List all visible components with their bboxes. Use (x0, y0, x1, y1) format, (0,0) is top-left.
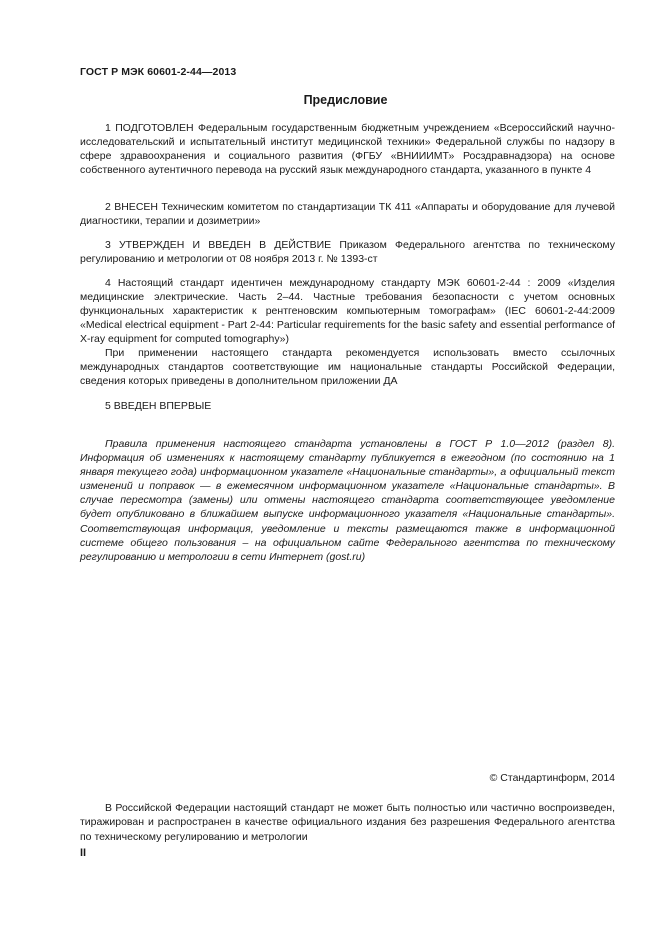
paragraph-reference-standards: При применении настоящего стандарта рекомендуется использовать вместо ссылочных международных стандартов соответствующие им национальные стандарты Российской Федерации, сведения которых приведены в дополнительном приложении ДА (80, 347, 615, 387)
rules-notice: Правила применения настоящего стандарта установлены в ГОСТ Р 1.0—2012 (раздел 8). Информация об изменениях к настоящему стандарту публикуется в ежегодном (по состоянию на 1 января текущего года) информационном указателе «Национальные стандарты», а официальный текст изменений и поправок — в ежемесячном информационном указателе «Национальные стандарты». В случае пересмотра (замены) или отмены настоящего стандарта соответствующее уведомление будет опубликовано в ближайшем выпуске информационного указателя «Национальные стандарты». Соответствующая информация, уведомление и тексты размещаются также в информационной системе общего пользования – на официальном сайте Федерального агентства по техническому регулированию и метрологии в сети Интернет (gost.ru) (80, 438, 615, 563)
page-number: II (80, 847, 87, 859)
paragraph-approved: 3 УТВЕРЖДЕН И ВВЕДЕН В ДЕЙСТВИЕ Приказом Федерального агентства по техническому регулированию и метрологии от 08 ноября 2013 г. № 1393-ст (80, 239, 615, 265)
paragraph-prepared-by: 1 ПОДГОТОВЛЕН Федеральным государственным бюджетным учреждением «Всероссийский научно-исследовательский и испытательный институт медицинской техники» Федеральной службы по надзору в сфере здравоохранения и социального развития (ФГБУ «ВНИИИМТ» Росздравнадзора) на основе собственного аутентичного перевода на русский язык международного стандарта, указанного в пункте 4 (80, 122, 615, 176)
reproduction-notice: В Российской Федерации настоящий стандарт не может быть полностью или частично воспроизведен, тиражирован и распространен в качестве официального издания без разрешения Федерального агентства по техническому регулированию и метрологии (80, 802, 615, 843)
paragraph-introduced-by: 2 ВНЕСЕН Техническим комитетом по стандартизации ТК 411 «Аппараты и оборудование для лучевой диагностики, терапии и дозиметрии» (80, 201, 615, 227)
paragraph-introduced-first: 5 ВВЕДЕН ВПЕРВЫЕ (105, 400, 212, 412)
copyright-line: © Стандартинформ, 2014 (489, 772, 615, 784)
page-title: Предисловие (303, 93, 388, 107)
standard-code-header: ГОСТ Р МЭК 60601-2-44—2013 (80, 66, 237, 78)
paragraph-identity-statement: 4 Настоящий стандарт идентичен международному стандарту МЭК 60601-2-44 : 2009 «Изделия медицинские электрические. Часть 2–44. Частные требования безопасности с учетом основных функциональных характеристик к рентгеновским компьютерным томографам» (IEC 60601-2-44:2009 «Medical electrical equipment - Part 2-44: Particular requirements for the basic safety and essential performance of X-ray equipment for computed tomography») (80, 277, 615, 345)
